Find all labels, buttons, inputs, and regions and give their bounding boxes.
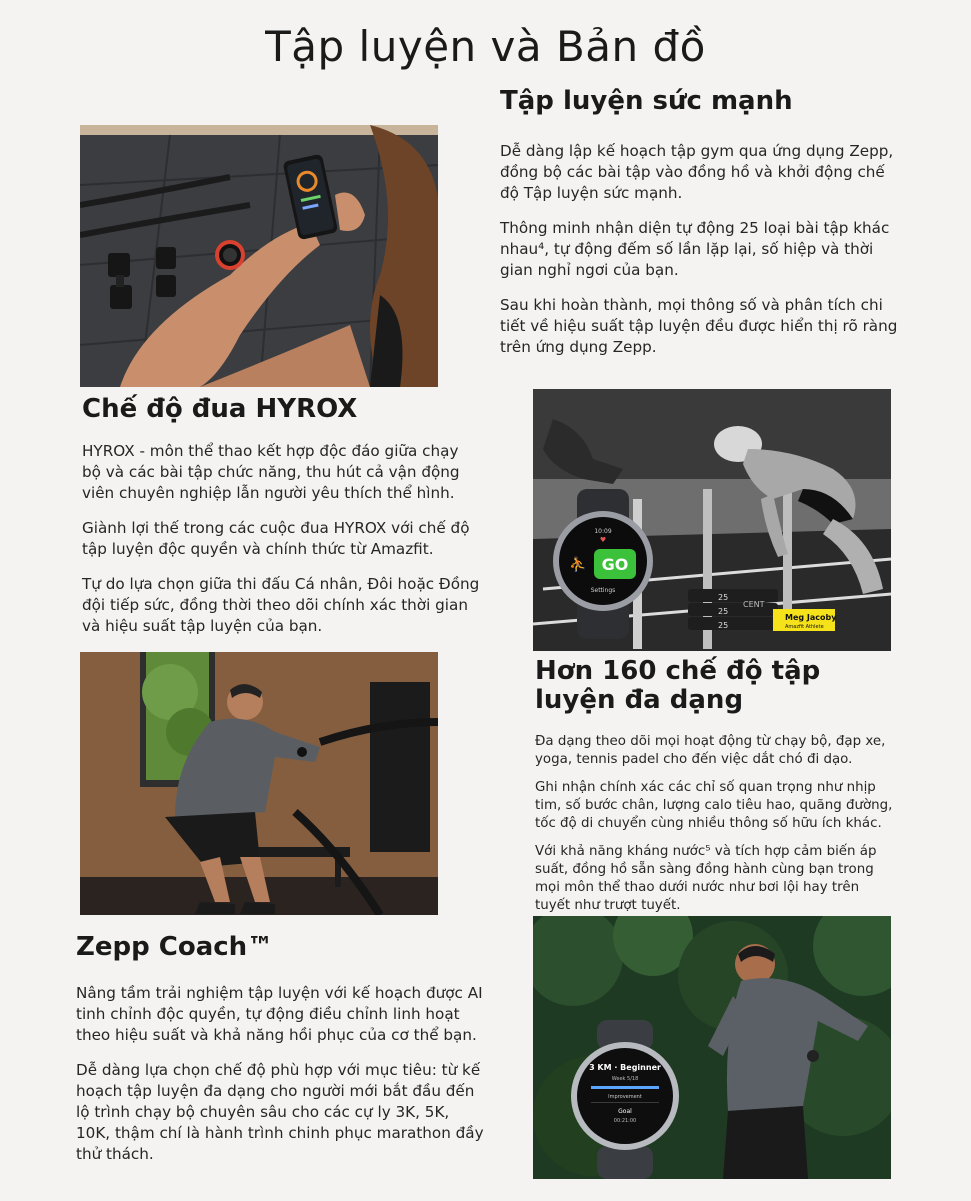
go-label: GO — [601, 555, 629, 574]
page-title: Tập luyện và Bản đồ — [265, 22, 706, 71]
coach-improvement-label: Improvement — [608, 1094, 642, 1100]
strength-paragraph: Sau khi hoàn thành, mọi thông số và phân tích chi tiết về hiệu suất tập luyện đều được hiển thị rõ ràng trên ứng dụng Zepp. — [500, 296, 898, 357]
modes-paragraph: Với khả năng kháng nước⁵ và tích hợp cảm biến áp suất, đồng hồ sẵn sàng đồng hành cùng bạn trong mọi môn thể thao dưới nước như bơi lội hay trên tuyết như trượt tuyết. — [535, 844, 877, 913]
runner-photo — [533, 916, 891, 1179]
hyrox-paragraph: Tự do lựa chọn giữa thi đấu Cá nhân, Đôi hoặc Đồng đội tiếp sức, đồng thời theo dõi chính xác thời gian và hiệu suất tập luyện của bạn. — [82, 575, 480, 636]
modes-heading: Hơn 160 chế độ tập luyện đa dạng — [535, 656, 821, 715]
modes-section-text — [535, 657, 895, 925]
modes-paragraph: Ghi nhận chính xác các chỉ số quan trọng như nhịp tim, số bước chân, lượng calo tiêu hao, quãng đường, tốc độ di chuyển cùng nhiều thông số hữu ích khác. — [535, 780, 893, 831]
watch-settings-label: Settings — [590, 587, 616, 594]
strength-section-text — [500, 86, 900, 372]
hyrox-heading: Chế độ đua HYROX — [82, 394, 358, 424]
coach-paragraph: Nâng tầm trải nghiệm tập luyện với kế hoạch được AI tinh chỉnh độc quyền, tự động điều chỉnh linh hoạt theo hiệu suất và khả năng hồi phục của cơ thể bạn. — [76, 984, 483, 1045]
plate-brand: CENT — [743, 600, 765, 609]
athlete-name: Meg Jacoby — [785, 613, 837, 622]
sled-push-icon: ⛹ — [569, 557, 587, 573]
coach-paragraph: Dễ dàng lựa chọn chế độ phù hợp với mục tiêu: từ kế hoạch tập luyện đa dạng cho người mới bắt đầu đến lộ trình chạy bộ chuyên sâu cho các cự ly 3K, 5K, 10K, thậm chí là hành trình chinh phục marathon đầy thử thách. — [76, 1061, 484, 1164]
battle-ropes-photo — [80, 652, 438, 915]
strength-heading: Tập luyện sức mạnh — [500, 86, 793, 116]
strength-paragraph: Thông minh nhận diện tự động 25 loại bài tập khác nhau⁴, tự động đếm số lần lặp lại, số hiệp và thời gian nghỉ ngơi của bạn. — [500, 219, 890, 280]
modes-paragraph: Đa dạng theo dõi mọi hoạt động từ chạy bộ, đạp xe, yoga, tennis padel cho đến việc dắt chó đi dạo. — [535, 734, 886, 767]
hyrox-paragraph: Giành lợi thế trong các cuộc đua HYROX với chế độ tập luyện độc quyền và chính thức từ Amazfit. — [82, 519, 470, 559]
heart-icon: ♥ — [599, 536, 607, 544]
coach-section-text — [76, 932, 486, 1179]
strength-paragraph: Dễ dàng lập kế hoạch tập gym qua ứng dụng Zepp, đồng bộ các bài tập vào đồng hồ và khởi động chế độ Tập luyện sức mạnh. — [500, 142, 894, 203]
hyrox-paragraph: HYROX - môn thể thao kết hợp độc đáo giữa chạy bộ và các bài tập chức năng, thu hút cả vận động viên chuyên nghiệp lẫn người yêu thích thể hình. — [82, 442, 460, 503]
athlete-role: Amazfit Athlete — [785, 624, 824, 630]
coach-plan-label: 3 KM · Beginner — [589, 1063, 661, 1072]
coach-week-label: Week 5/18 — [611, 1076, 639, 1082]
hyrox-photo — [533, 389, 891, 651]
plate-label: 25 — [718, 621, 729, 630]
coach-heading: Zepp Coach™ — [76, 932, 274, 962]
plate-label: 25 — [718, 607, 729, 616]
coach-goal-time: 00:21:00 — [613, 1118, 637, 1124]
coach-goal-label: Goal — [618, 1108, 632, 1115]
watch-time: 10:09 — [594, 528, 612, 535]
hyrox-section-text — [82, 394, 482, 651]
plate-label: 25 — [718, 593, 729, 602]
strength-training-photo — [80, 125, 438, 387]
